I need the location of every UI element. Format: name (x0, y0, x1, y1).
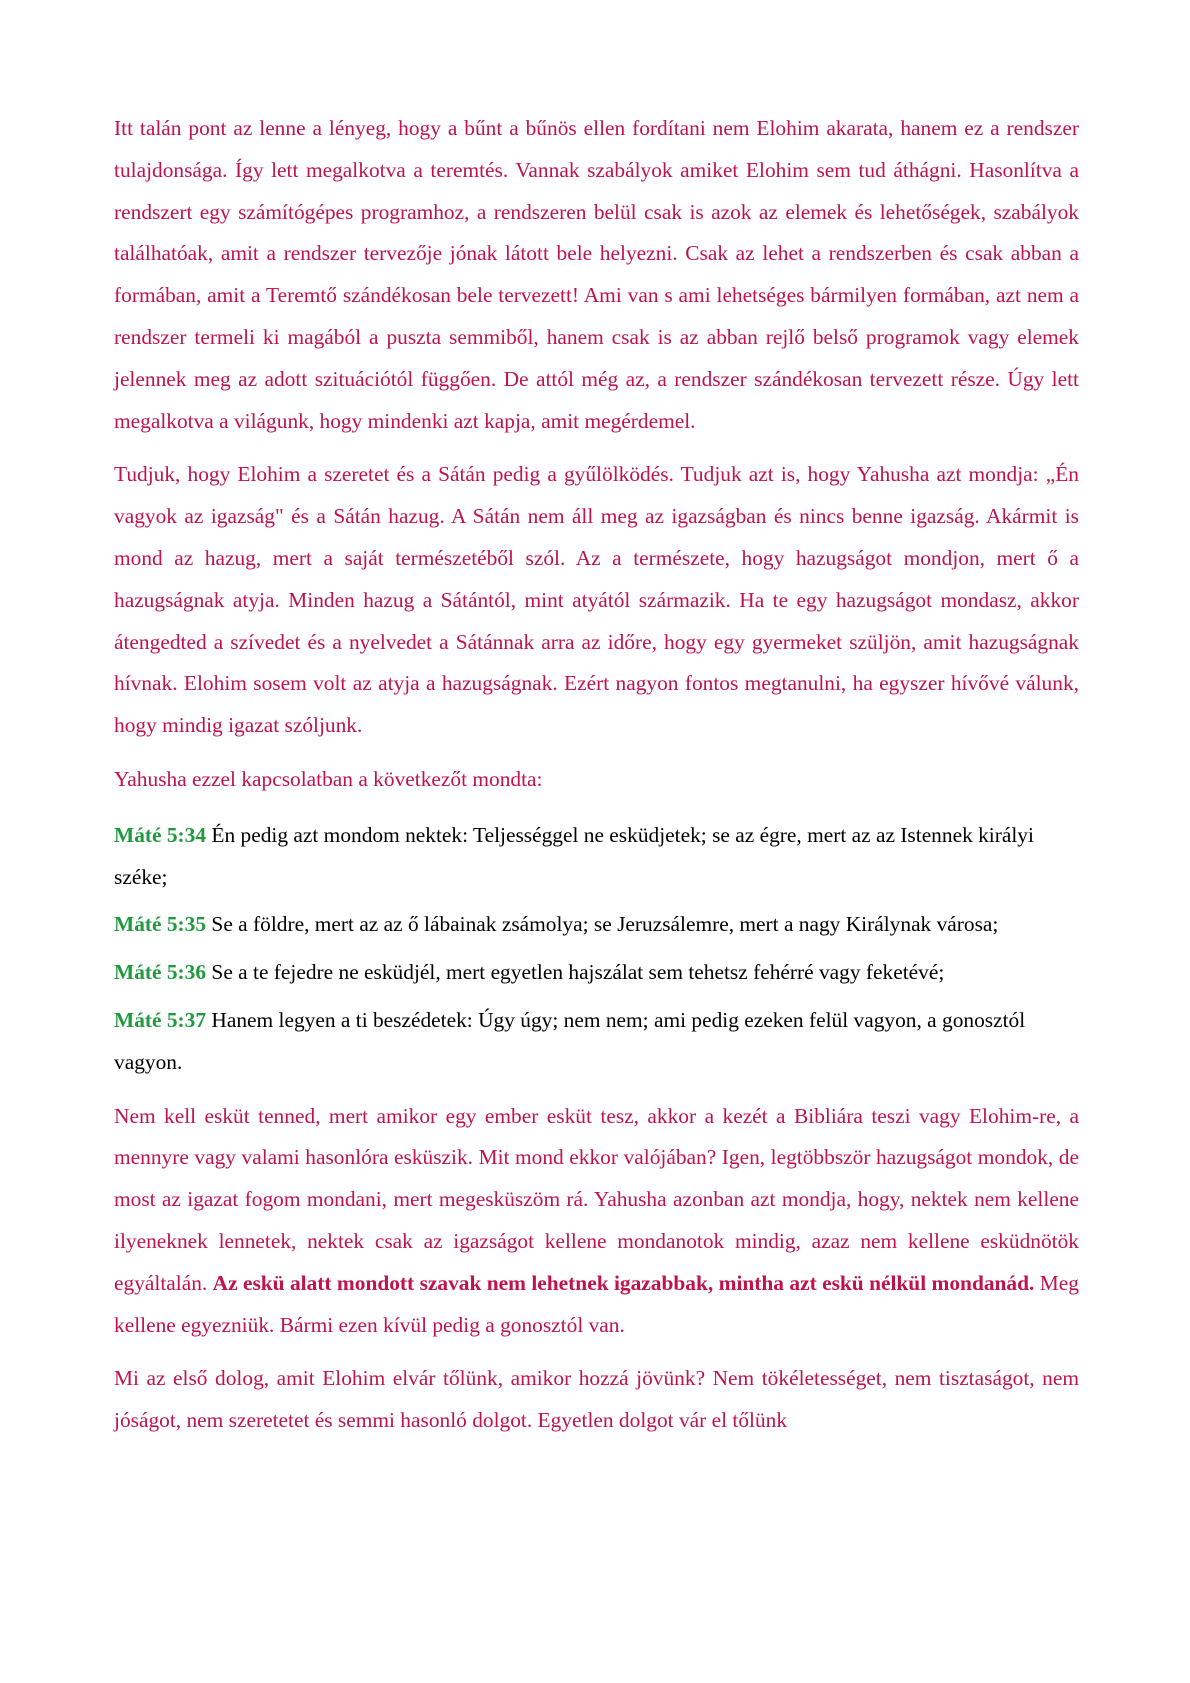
page-body (114, 108, 1079, 1442)
verse-5-37 (114, 1000, 1079, 1084)
paragraph-4-emphasis: Az eskü alatt mondott szavak nem lehetnek igazabbak, mintha azt eskü nélkül mondanád. (212, 1270, 1035, 1295)
paragraph-4-text: Nem kell esküt tenned, mert amikor egy ember esküt tesz, akkor a kezét a Bibliára teszi vagy Elohim-re, a mennyre vagy valami hasonlóra esküszik. Mit mond ekkor valójában? Igen, legtöbbször hazugságot mondok, de most az igazat fogom mondani, mert megesküszöm rá. Yahusha azonban azt mondja, hogy, nektek nem kellene ilyeneknek lennetek, nektek csak az igazságot kellene mondanotok mindig, azaz nem kellene esküdnötök egyáltalán. (114, 1103, 1079, 1295)
verse-5-35 (114, 904, 1079, 946)
verse-text: Én pedig azt mondom nektek: Teljességgel ne esküdjetek; se az égre, mert az az Istennek királyi széke; (114, 822, 1034, 889)
paragraph-4-text-end: Meg kellene egyezniük. Bármi ezen kívül pedig a gonosztól van. (114, 1270, 1079, 1337)
paragraph-5: Mi az első dolog, amit Elohim elvár tőlünk, amikor hozzá jövünk? Nem tökéletességet, nem tisztaságot, nem jóságot, nem szeretetet és semmi hasonló dolgot. Egyetlen dolgot vár el tőlünk (114, 1366, 1079, 1433)
verse-text: Se a földre, mert az az ő lábainak zsámolya; se Jeruzsálemre, mert a nagy Királynak városa; (211, 912, 999, 937)
verse-5-34 (114, 815, 1079, 899)
verse-5-36 (114, 952, 1079, 994)
verse-reference: Máté 5:34 (114, 822, 207, 847)
paragraph-4 (114, 1096, 1079, 1347)
verse-reference: Máté 5:36 (114, 960, 207, 985)
paragraph-1: Itt talán pont az lenne a lényeg, hogy a bűnt a bűnös ellen fordítani nem Elohim akarata, hanem ez a rendszer tulajdonsága. Így lett megalkotva a teremtés. Vannak szabályok amiket Elohim sem tud áthágni. Hasonlítva a rendszert egy számítógépes programhoz, a rendszeren belül csak is azok az elemek és lehetőségek, szabályok találhatóak, amit a rendszer tervezője jónak látott bele helyezni. Csak az lehet a rendszerben és csak abban a formában, amit a Teremtő szándékosan bele tervezett! Ami van s ami lehetséges bármilyen formában, azt nem a rendszer termeli ki magából a puszta semmiből, hanem csak is az abban rejlő belső programok vagy elemek jelennek meg az adott szituációtól függően. De attól még az, a rendszer szándékosan tervezett része. Úgy lett megalkotva a világunk, hogy mindenki azt kapja, amit megérdemel. (114, 116, 1079, 433)
verse-reference: Máté 5:35 (114, 912, 207, 937)
verse-text: Se a te fejedre ne esküdjél, mert egyetlen hajszálat sem tehetsz fehérré vagy feketévé; (211, 960, 945, 985)
paragraph-3: Yahusha ezzel kapcsolatban a következőt mondta: (114, 766, 543, 791)
verse-text: Hanem legyen a ti beszédetek: Úgy úgy; nem nem; ami pedig ezeken felül vagyon, a gonosztól vagyon. (114, 1007, 1026, 1074)
paragraph-2: Tudjuk, hogy Elohim a szeretet és a Sátán pedig a gyűlölködés. Tudjuk azt is, hogy Yahusha azt mondja: „Én vagyok az igazság" és a Sátán hazug. A Sátán nem áll meg az igazságban és nincs benne igazság. Akármit is mond az hazug, mert a saját természetéből szól. Az a természete, hogy hazugságot mondjon, mert ő a hazugságnak atyja. Minden hazug a Sátántól, mint atyától származik. Ha te egy hazugságot mondasz, akkor átengedted a szívedet és a nyelvedet a Sátánnak arra az időre, hogy egy gyermeket szüljön, amit hazugságnak hívnak. Elohim sosem volt az atyja a hazugságnak. Ezért nagyon fontos megtanulni, ha egyszer hívővé válunk, hogy mindig igazat szóljunk. (114, 462, 1079, 738)
verse-reference: Máté 5:37 (114, 1007, 207, 1032)
